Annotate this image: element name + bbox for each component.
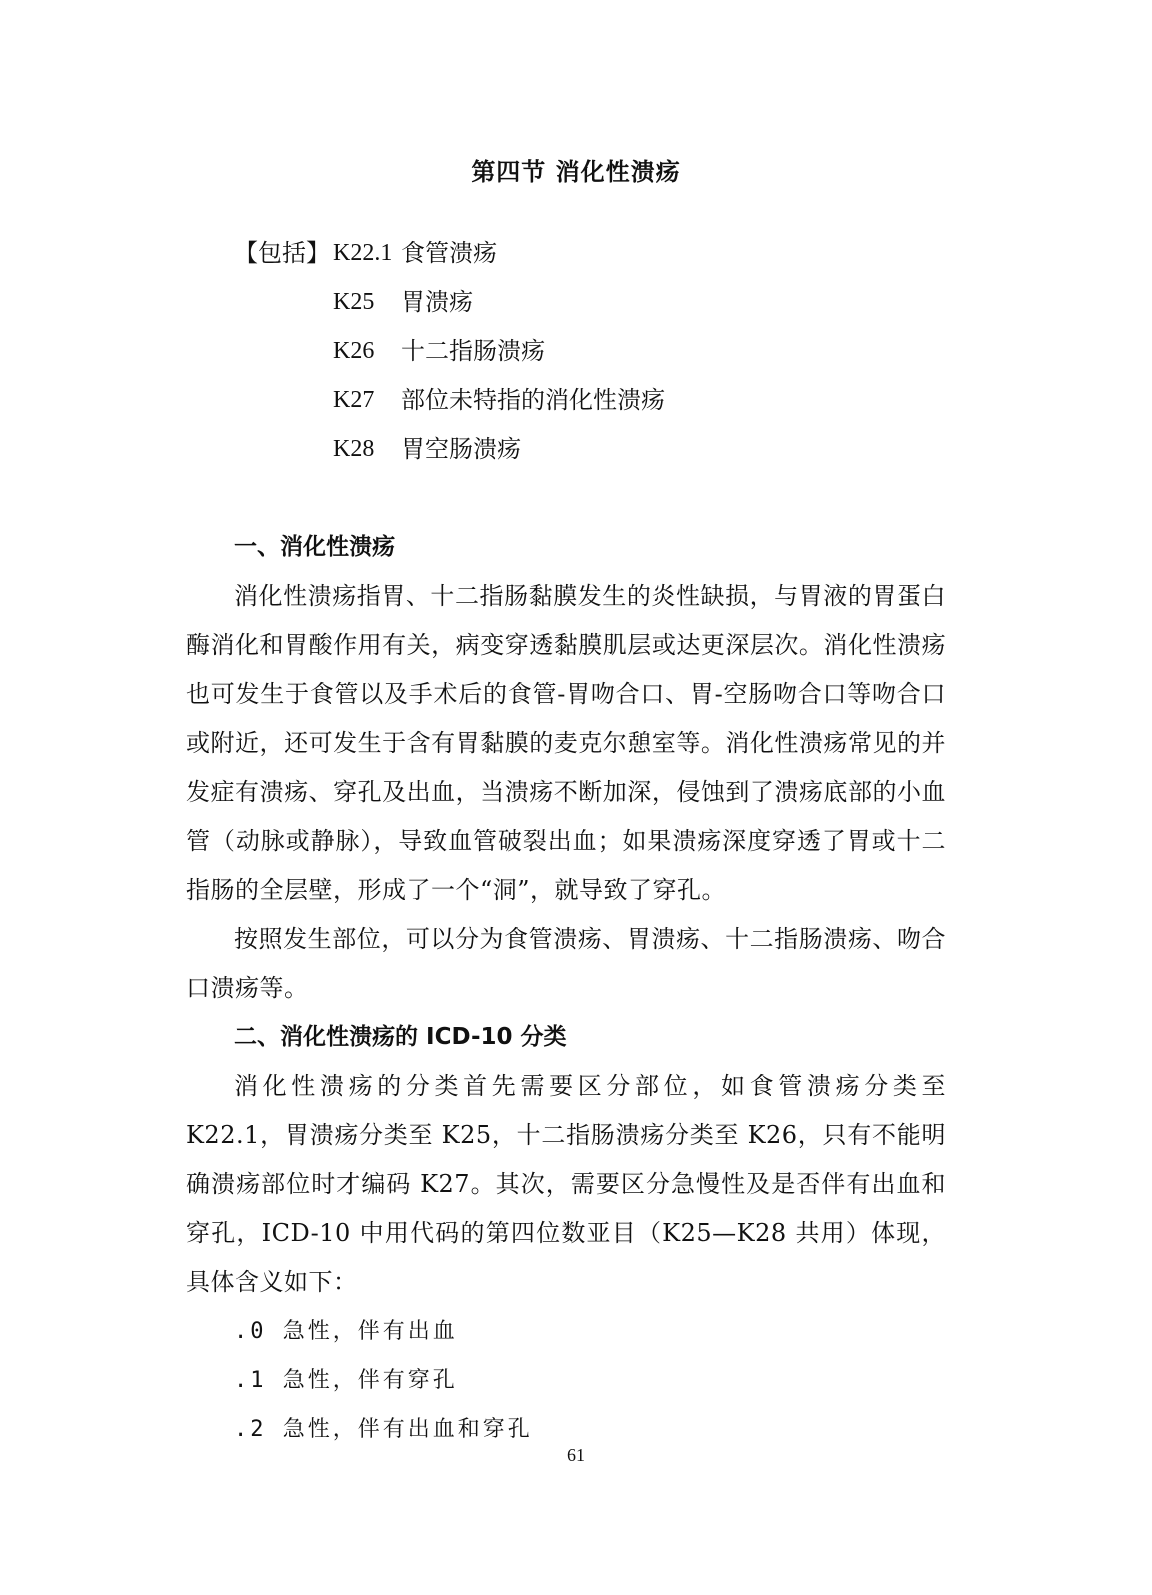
subcategory-code-line: .2 急性，伴有出血和穿孔	[234, 1417, 533, 1442]
include-spacer	[234, 281, 333, 330]
subcategory-code-line: .0 急性，伴有出血	[234, 1319, 458, 1344]
include-label: 【包括】	[234, 239, 330, 267]
section-heading: 一、消化性溃疡	[234, 534, 395, 560]
include-item	[234, 428, 934, 477]
paragraph: 消化性溃疡指胃、十二指肠黏膜发生的炎性缺损，与胃液的胃蛋白酶消化和胃酸作用有关，病变穿透黏膜肌层或达更深层次。消化性溃疡也可发生于食管以及手术后的食管-胃吻合口、胃-空肠吻合口等吻合口或附近，还可发生于含有胃黏膜的麦克尔憩室等。消化性溃疡常见的并发症有溃疡、穿孔及出血，当溃疡不断加深，侵蚀到了溃疡底部的小血管（动脉或静脉），导致血管破裂出血；如果溃疡深度穿透了胃或十二指肠的全层壁，形成了一个“洞”，就导致了穿孔。	[186, 582, 946, 904]
include-item	[234, 379, 934, 428]
paragraph: 按照发生部位，可以分为食管溃疡、胃溃疡、十二指肠溃疡、吻合口溃疡等。	[186, 925, 946, 1002]
include-list	[234, 232, 934, 477]
section-heading: 二、消化性溃疡的 ICD-10 分类	[234, 1024, 567, 1050]
include-code: K22.1	[333, 240, 393, 266]
paragraph: 消化性溃疡的分类首先需要区分部位，如食管溃疡分类至 K22.1，胃溃疡分类至 K25，十二指肠溃疡分类至 K26，只有不能明确溃疡部位时才编码 K27。其次，需要区分急慢性及是否伴有出血和穿孔，ICD-10 中用代码的第四位数亚目（K25—K28 共用）体现，具体含义如下：	[186, 1072, 946, 1296]
include-name: 胃溃疡	[401, 288, 473, 316]
include-code: K25	[333, 289, 375, 315]
include-item	[234, 281, 934, 330]
include-item	[234, 232, 934, 281]
subcategory-code-line: .1 急性，伴有穿孔	[234, 1368, 458, 1393]
page-number: 61	[567, 1445, 585, 1465]
include-code: K27	[333, 387, 375, 413]
section-title: 第四节 消化性溃疡	[471, 158, 681, 186]
include-spacer	[234, 379, 333, 428]
include-spacer	[234, 330, 333, 379]
include-spacer	[234, 428, 333, 477]
include-item	[234, 330, 934, 379]
include-name: 食管溃疡	[401, 239, 497, 267]
include-code: K28	[333, 436, 375, 462]
include-code: K26	[333, 338, 375, 364]
include-name: 部位未特指的消化性溃疡	[401, 386, 665, 414]
body-text	[186, 523, 946, 1454]
include-name: 十二指肠溃疡	[401, 337, 545, 365]
include-name: 胃空肠溃疡	[401, 435, 521, 463]
